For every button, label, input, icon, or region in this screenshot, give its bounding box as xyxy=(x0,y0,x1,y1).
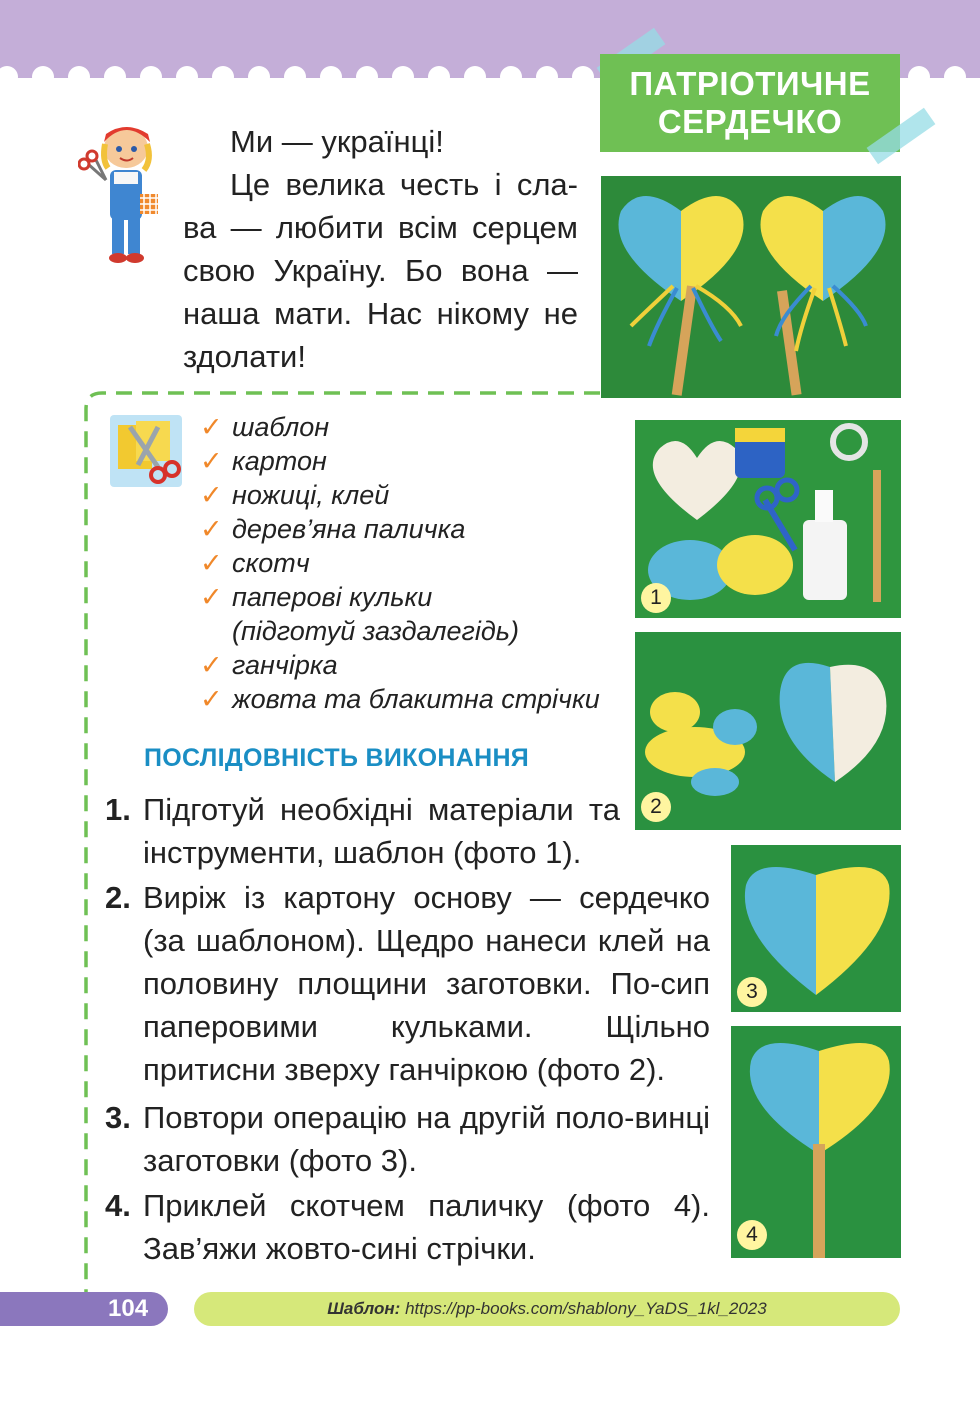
template-label: Шаблон: xyxy=(327,1299,401,1318)
title-line-2: СЕРДЕЧКО xyxy=(657,103,843,140)
checkmark-icon: ✓ xyxy=(200,582,223,612)
step-text: Повтори операцію на другій поло-винці заготовки (фото 3). xyxy=(143,1100,710,1178)
step-4 xyxy=(105,1184,710,1270)
checkmark-icon: ✓ xyxy=(200,412,223,442)
step-3 xyxy=(105,1096,710,1182)
photo-1-materials xyxy=(635,420,901,618)
list-item: ✓ скотч xyxy=(200,548,310,578)
checkmark-icon: ✓ xyxy=(200,548,223,578)
list-item: ✓ картон xyxy=(200,446,327,476)
photo-number-badge: 4 xyxy=(737,1220,767,1250)
step-number: 4. xyxy=(105,1188,131,1223)
step-text: Підготуй необхідні матеріали та інструменти, шаблон (фото 1). xyxy=(143,792,620,870)
intro-greeting: Ми — українці! xyxy=(230,124,444,159)
finished-hearts-photo xyxy=(601,176,901,398)
checkmark-icon: ✓ xyxy=(200,650,223,680)
photo-3-full-heart xyxy=(731,845,901,1012)
template-link-bar xyxy=(194,1292,900,1326)
scissors-icon xyxy=(110,415,182,487)
step-2 xyxy=(105,876,710,1091)
photo-4-heart-on-stick xyxy=(731,1026,901,1258)
step-text: Приклей скотчем паличку (фото 4). Зав’яжи жовто-сині стрічки. xyxy=(143,1188,710,1266)
lesson-title xyxy=(600,54,900,152)
checkmark-icon: ✓ xyxy=(200,684,223,714)
list-item: ✓ шаблон xyxy=(200,412,330,442)
list-item: ✓ жовта та блакитна стрічки xyxy=(200,684,600,714)
photo-number-badge: 2 xyxy=(641,792,671,822)
step-number: 3. xyxy=(105,1100,131,1135)
list-item: ✓ ганчірка xyxy=(200,650,338,680)
sequence-heading: ПОСЛІДОВНІСТЬ ВИКОНАННЯ xyxy=(144,744,530,772)
photo-2-half-heart xyxy=(635,632,901,830)
photo-number-badge: 1 xyxy=(641,583,671,613)
list-item-continuation: (підготуй заздалегідь) xyxy=(232,616,519,646)
page-number-tab xyxy=(0,1292,168,1326)
page-number: 104 xyxy=(108,1295,149,1322)
intro-paragraph: Це велика честь і сла-ва — любити всім серцем свою Україну. Бо вона — наша мати. Нас нікому не здолати! xyxy=(183,167,578,374)
checkmark-icon: ✓ xyxy=(200,446,223,476)
list-item: ✓ ножиці, клей xyxy=(200,480,390,510)
list-item: ✓ паперові кульки xyxy=(200,582,433,612)
list-item: ✓ дерев’яна паличка xyxy=(200,514,466,544)
step-1 xyxy=(105,788,620,874)
checkmark-icon: ✓ xyxy=(200,514,223,544)
template-url-link[interactable]: https://pp-books.com/shablony_YaDS_1kl_2023 xyxy=(405,1299,767,1318)
title-line-1: ПАТРІОТИЧНЕ xyxy=(629,65,871,102)
checkmark-icon: ✓ xyxy=(200,480,223,510)
girl-mascot-illustration xyxy=(78,120,168,270)
step-text: Виріж із картону основу — сердечко (за шаблоном). Щедро нанеси клей на половину площини заготовки. По-сип паперовими кульками. Щільно притисни зверху ганчіркою (фото 2). xyxy=(143,880,710,1087)
intro-text xyxy=(183,120,578,378)
step-number: 1. xyxy=(105,792,131,827)
materials-list xyxy=(200,410,600,716)
photo-number-badge: 3 xyxy=(737,977,767,1007)
step-number: 2. xyxy=(105,880,131,915)
